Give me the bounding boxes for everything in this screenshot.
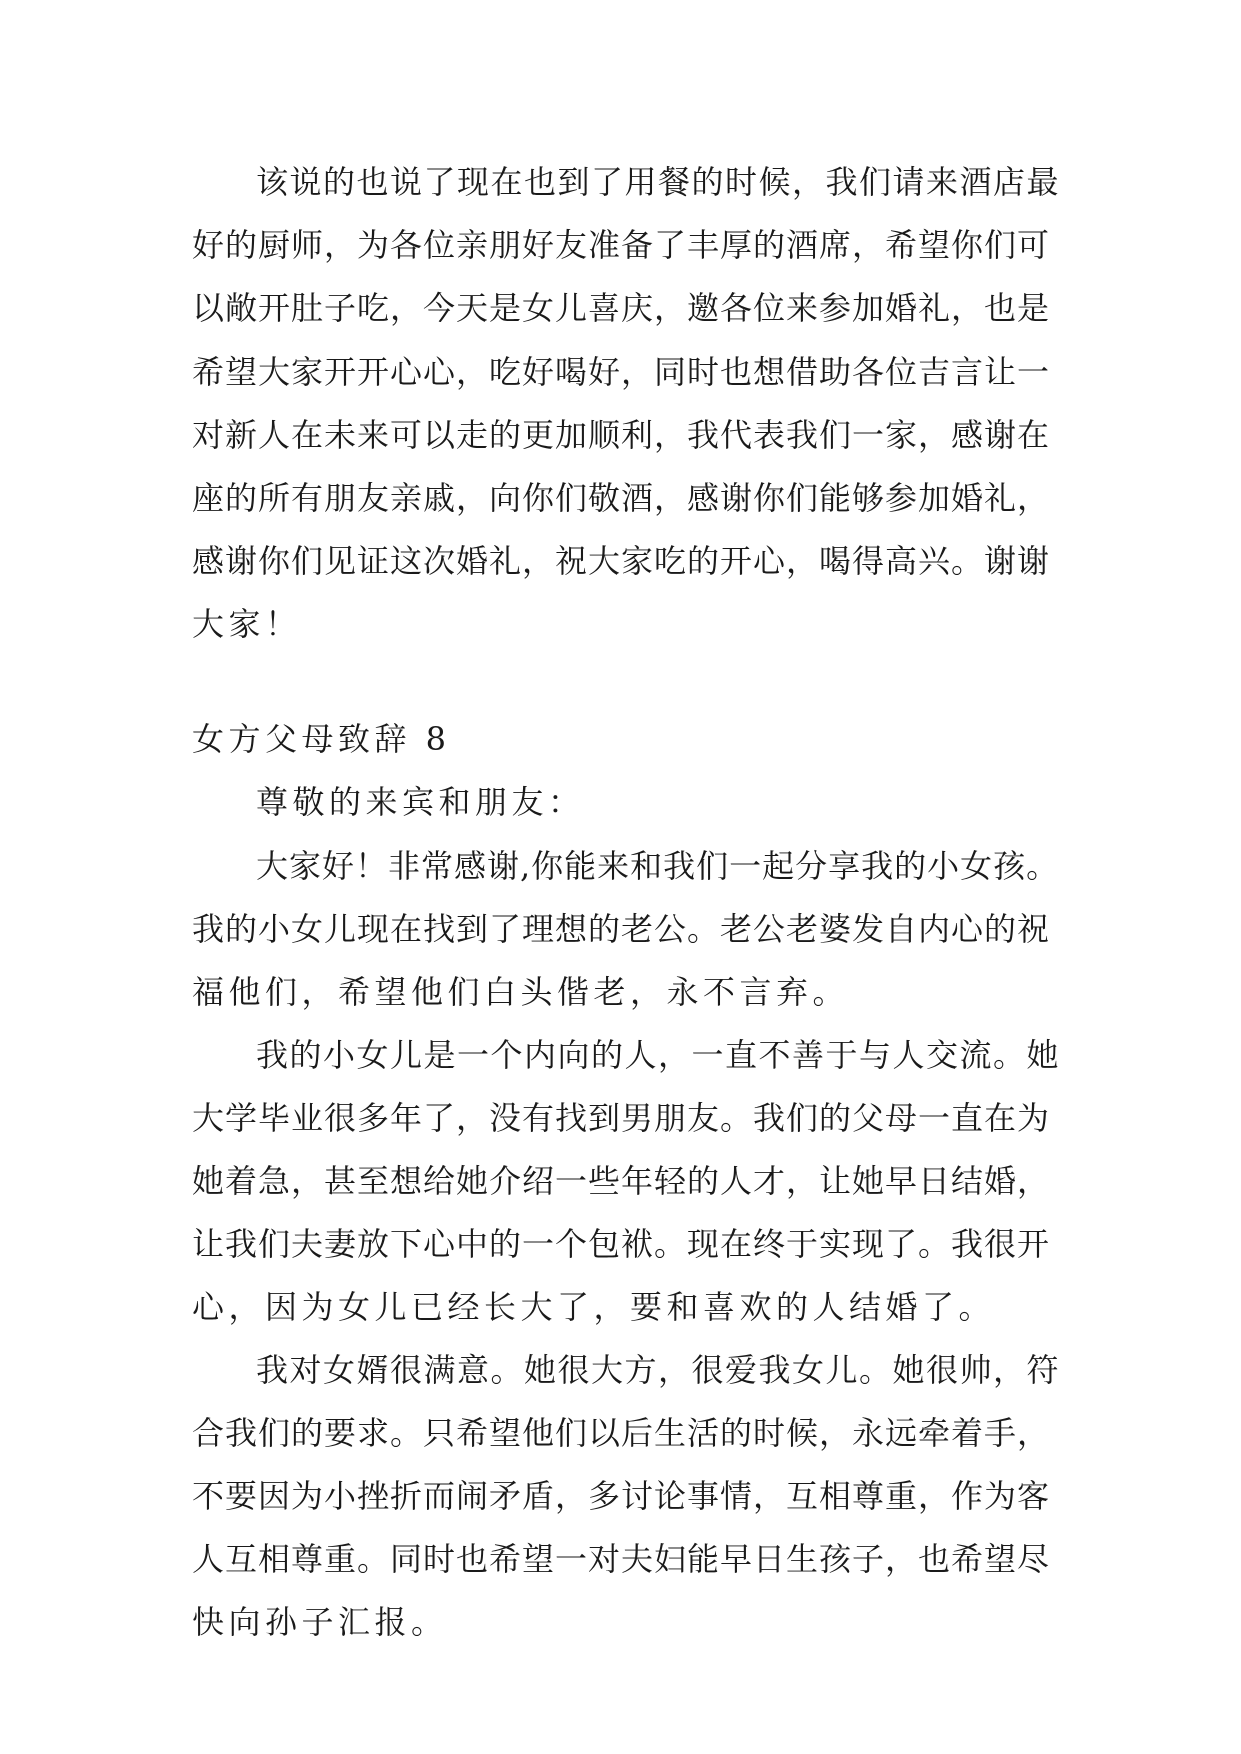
paragraph-line: 心，因为女儿已经长大了，要和喜欢的人结婚了。 (192, 1288, 996, 1326)
paragraph-line: 人互相尊重。同时也希望一对夫妇能早日生孩子，也希望尽 (192, 1540, 1051, 1578)
section-heading: 女方父母致辞 8 (192, 720, 451, 758)
paragraph-line: 大家好！非常感谢,你能来和我们一起分享我的小女孩。 (256, 847, 1060, 885)
paragraph-line: 她着急，甚至想给她介绍一些年轻的人才，让她早日结婚， (192, 1162, 1051, 1200)
paragraph-line: 我的小女儿是一个内向的人，一直不善于与人交流。她 (256, 1036, 1061, 1074)
paragraph-line: 以敞开肚子吃，今天是女儿喜庆，邀各位来参加婚礼，也是 (192, 289, 1051, 327)
paragraph-line: 让我们夫妻放下心中的一个包袱。现在终于实现了。我很开 (192, 1225, 1051, 1263)
paragraph-line: 合我们的要求。只希望他们以后生活的时候，永远牵着手， (192, 1414, 1051, 1452)
paragraph-line: 感谢你们见证这次婚礼，祝大家吃的开心，喝得高兴。谢谢 (192, 542, 1051, 580)
paragraph-line: 座的所有朋友亲戚，向你们敬酒，感谢你们能够参加婚礼， (192, 479, 1051, 517)
paragraph-line: 好的厨师，为各位亲朋好友准备了丰厚的酒席，希望你们可 (192, 226, 1051, 264)
paragraph-line: 希望大家开开心心，吃好喝好，同时也想借助各位吉言让一 (192, 353, 1051, 391)
paragraph-line: 大家！ (192, 605, 302, 643)
paragraph-line: 我对女婿很满意。她很大方，很爱我女儿。她很帅，符 (256, 1351, 1061, 1389)
paragraph-line: 对新人在未来可以走的更加顺利，我代表我们一家，感谢在 (192, 416, 1051, 454)
salutation: 尊敬的来宾和朋友： (256, 783, 585, 821)
paragraph-line: 该说的也说了现在也到了用餐的时候，我们请来酒店最 (256, 163, 1061, 201)
paragraph-line: 我的小女儿现在找到了理想的老公。老公老婆发自内心的祝 (192, 910, 1051, 948)
paragraph-line: 大学毕业很多年了，没有找到男朋友。我们的父母一直在为 (192, 1099, 1051, 1137)
paragraph-line: 不要因为小挫折而闹矛盾，多讨论事情，互相尊重，作为客 (192, 1477, 1051, 1515)
paragraph-line: 快向孙子汇报。 (192, 1603, 448, 1641)
paragraph-line: 福他们，希望他们白头偕老，永不言弃。 (192, 973, 850, 1011)
